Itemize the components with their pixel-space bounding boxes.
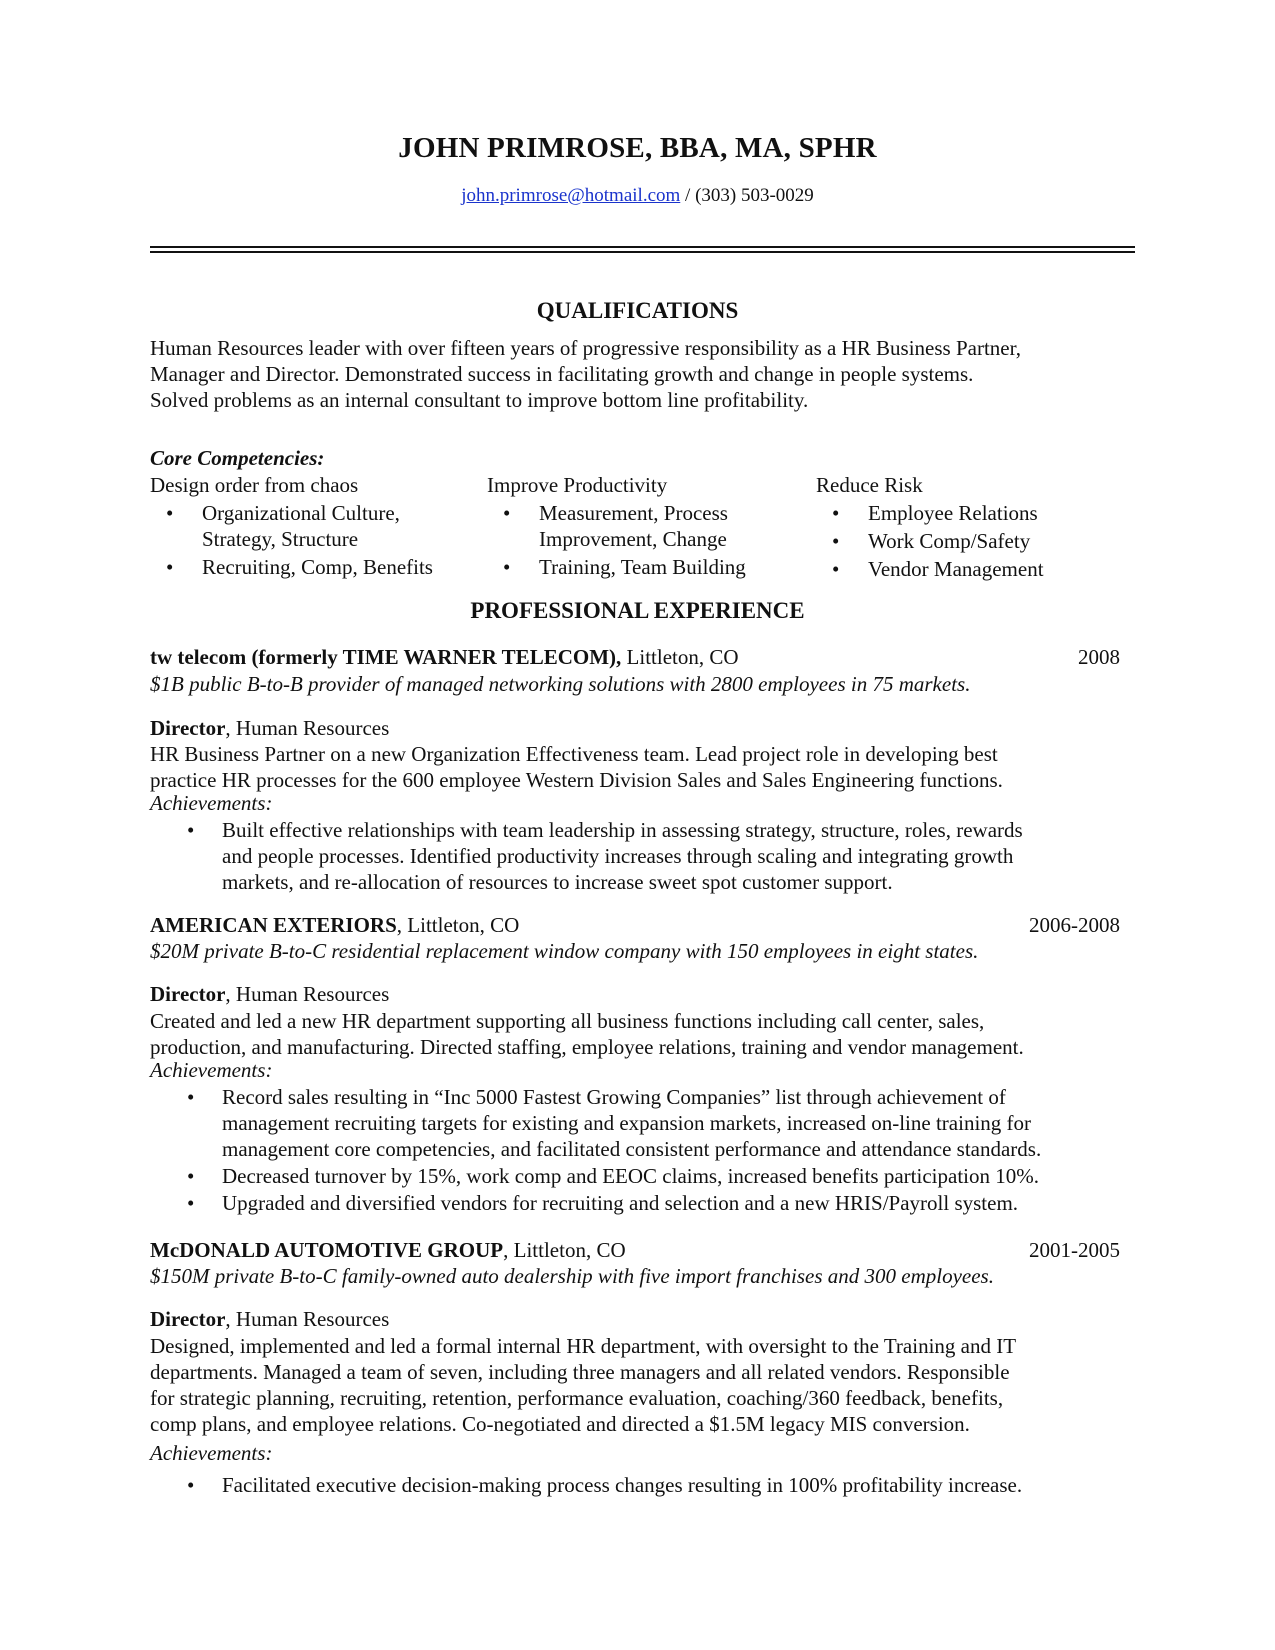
achievements-label: Achievements:: [150, 1441, 273, 1465]
phone-number: (303) 503-0029: [695, 185, 814, 206]
job-years: 2008: [1078, 645, 1120, 669]
job-title: [150, 1307, 1135, 1332]
job-summary: [150, 741, 1135, 793]
achievement-item: • Facilitated executive decision-making process changes resulting in 100% profitability increase.: [150, 1472, 1115, 1498]
company-description: $20M private B-to-C residential replacement window company with 150 employees in eight states.: [150, 939, 979, 963]
job-title: [150, 716, 1135, 741]
competency-column-title: Design order from chaos: [150, 473, 359, 497]
company-location: , Littleton, CO: [396, 913, 520, 937]
contact-line: [0, 185, 1275, 207]
job-summary: [150, 1008, 1135, 1060]
job-title-rest: , Human Resources: [225, 716, 390, 740]
competency-item: • Training, Team Building: [487, 554, 746, 580]
achievement-item: • Decreased turnover by 15%, work comp and EEOC claims, increased benefits participation 10%.: [150, 1163, 1115, 1189]
job-title: [150, 982, 1135, 1007]
competency-column-3: [816, 472, 1044, 584]
job-summary-line: departments. Managed a team of seven, including three managers and all related vendors. Responsible: [150, 1360, 1010, 1384]
competency-column-1: [150, 472, 433, 582]
contact-separator: /: [680, 185, 696, 206]
email-link[interactable]: john.primrose@hotmail.com: [461, 185, 681, 206]
competency-item: • Work Comp/Safety: [816, 528, 1044, 554]
competency-item: • Organizational Culture, Strategy, Structure: [150, 500, 433, 552]
job-header: [150, 912, 1120, 938]
job-years: 2001-2005: [1029, 1238, 1120, 1262]
competency-column-2: [487, 472, 746, 582]
qualifications-line: Solved problems as an internal consultant to improve bottom line profitability.: [150, 388, 809, 412]
qualifications-line: Manager and Director. Demonstrated success in facilitating growth and change in people systems.: [150, 362, 974, 386]
company-name: tw telecom (formerly TIME WARNER TELECOM),: [150, 645, 622, 669]
company-name: AMERICAN EXTERIORS: [150, 913, 397, 937]
qualifications-summary: [150, 335, 1135, 413]
company-location: , Littleton, CO: [503, 1238, 626, 1262]
experience-title: PROFESSIONAL EXPERIENCE: [470, 598, 805, 623]
job-title-bold: Director: [150, 982, 226, 1006]
achievements-label: Achievements:: [150, 1058, 273, 1082]
competency-item: • Employee Relations: [816, 500, 1044, 526]
company-name: McDONALD AUTOMOTIVE GROUP: [150, 1238, 504, 1262]
competency-item: • Vendor Management: [816, 556, 1044, 582]
job-summary-line: production, and manufacturing. Directed staffing, employee relations, training and vendor management.: [150, 1035, 1024, 1059]
job-summary-line: Designed, implemented and led a formal internal HR department, with oversight to the Training and IT: [150, 1334, 1017, 1358]
job-summary: [150, 1333, 1135, 1437]
achievement-item: • Upgraded and diversified vendors for recruiting and selection and a new HRIS/Payroll system.: [150, 1190, 1115, 1216]
job-title-rest: , Human Resources: [225, 982, 390, 1006]
competency-column-title: Reduce Risk: [816, 473, 923, 497]
header-divider-bottom: [150, 251, 1135, 253]
competency-item: • Measurement, Process Improvement, Change: [487, 500, 746, 552]
job-title-bold: Director: [150, 1307, 226, 1331]
job-title-rest: , Human Resources: [225, 1307, 390, 1331]
achievement-item: • Built effective relationships with team leadership in assessing strategy, structure, roles, rewards and people processes. Identified productivity increases through scaling and integrating growth markets, and re-allocation of resources to increase sweet spot customer support.: [150, 817, 1115, 895]
company-description: $1B public B-to-B provider of managed networking solutions with 2800 employees in 75 markets.: [150, 672, 971, 696]
achievements-list: [150, 817, 1115, 896]
achievement-item: • Record sales resulting in “Inc 5000 Fastest Growing Companies” list through achievement of management recruiting targets for existing and expansion markets, increased on-line training for management core competencies, and facilitated consistent performance and attendance standards.: [150, 1084, 1115, 1162]
job-header: [150, 1237, 1120, 1263]
candidate-name: JOHN PRIMROSE, BBA, MA, SPHR: [398, 132, 877, 164]
competency-item: • Recruiting, Comp, Benefits: [150, 554, 433, 580]
achievements-list: [150, 1084, 1115, 1217]
core-competencies-heading: Core Competencies:: [150, 446, 325, 470]
job-header: [150, 644, 1120, 670]
header-divider-top: [150, 246, 1135, 248]
job-title-bold: Director: [150, 716, 226, 740]
competency-column-title: Improve Productivity: [487, 473, 668, 497]
job-years: 2006-2008: [1029, 913, 1120, 937]
qualifications-title: QUALIFICATIONS: [536, 298, 739, 323]
qualifications-line: Human Resources leader with over fifteen years of progressive responsibility as a HR Business Partner,: [150, 336, 1022, 360]
job-summary-line: practice HR processes for the 600 employee Western Division Sales and Sales Engineering functions.: [150, 768, 1003, 792]
achievements-label: Achievements:: [150, 791, 273, 815]
company-location: Littleton, CO: [621, 645, 739, 669]
job-summary-line: comp plans, and employee relations. Co-negotiated and directed a $1.5M legacy MIS conversion.: [150, 1412, 970, 1436]
achievements-list: [150, 1472, 1115, 1499]
company-description: $150M private B-to-C family-owned auto dealership with five import franchises and 300 employees.: [150, 1264, 994, 1288]
job-summary-line: HR Business Partner on a new Organization Effectiveness team. Lead project role in developing best: [150, 742, 998, 766]
job-summary-line: for strategic planning, recruiting, retention, performance evaluation, coaching/360 feedback, benefits,: [150, 1386, 1004, 1410]
job-summary-line: Created and led a new HR department supporting all business functions including call center, sales,: [150, 1009, 985, 1033]
